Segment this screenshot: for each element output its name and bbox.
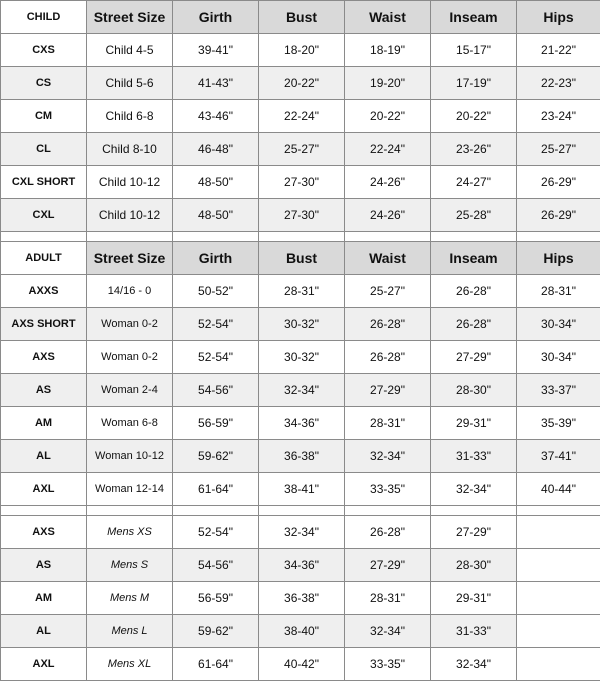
mens-cell-girth: 52-54"	[173, 515, 259, 548]
adult-cell-inseam: 32-34"	[431, 472, 517, 505]
mens-cell-waist: 28-31"	[345, 581, 431, 614]
child-cell-girth: 48-50"	[173, 198, 259, 231]
adult-cell-hips: 35-39"	[517, 406, 600, 439]
adult-cell-girth: 56-59"	[173, 406, 259, 439]
mens-cell-waist: 33-35"	[345, 647, 431, 680]
child-cell-inseam: 23-26"	[431, 132, 517, 165]
adult-cell-bust: 38-41"	[259, 472, 345, 505]
adult-header-row	[1, 242, 600, 275]
child-cell-inseam: 20-22"	[431, 99, 517, 132]
child-cell-street-size: Child 5-6	[87, 66, 173, 99]
child-cell-waist: 24-26"	[345, 198, 431, 231]
header-street-size: Street Size	[87, 242, 173, 275]
adult-cell-inseam: 29-31"	[431, 406, 517, 439]
adult-cell-waist: 32-34"	[345, 439, 431, 472]
adult-cell-waist: 26-28"	[345, 307, 431, 340]
header-waist: Waist	[345, 1, 431, 34]
adult-cell-street-size: 14/16 - 0	[87, 274, 173, 307]
mens-cell-street-size: Mens XL	[87, 647, 173, 680]
header-girth: Girth	[173, 1, 259, 34]
mens-cell-bust: 34-36"	[259, 548, 345, 581]
adult-cell-girth: 61-64"	[173, 472, 259, 505]
mens-cell-girth: 61-64"	[173, 647, 259, 680]
child-table-row	[1, 66, 600, 99]
adult-cell-size: AM	[1, 406, 87, 439]
mens-cell-inseam: 27-29"	[431, 515, 517, 548]
adult-cell-street-size: Woman 12-14	[87, 472, 173, 505]
child-cell-girth: 41-43"	[173, 66, 259, 99]
child-cell-waist: 22-24"	[345, 132, 431, 165]
header-inseam: Inseam	[431, 1, 517, 34]
child-cell-street-size: Child 8-10	[87, 132, 173, 165]
mens-cell-size: AM	[1, 581, 87, 614]
child-cell-size: CL	[1, 132, 87, 165]
header-inseam: Inseam	[431, 242, 517, 275]
mens-cell-bust: 38-40"	[259, 614, 345, 647]
child-cell-bust: 25-27"	[259, 132, 345, 165]
size-chart-body	[1, 1, 600, 681]
mens-cell-bust: 32-34"	[259, 515, 345, 548]
child-cell-size: CXL	[1, 198, 87, 231]
mens-cell-size: AXL	[1, 647, 87, 680]
child-cell-inseam: 15-17"	[431, 33, 517, 66]
adult-cell-girth: 59-62"	[173, 439, 259, 472]
child-table-row	[1, 198, 600, 231]
adult-cell-girth: 54-56"	[173, 373, 259, 406]
header-hips: Hips	[517, 1, 600, 34]
mens-cell-bust: 36-38"	[259, 581, 345, 614]
mens-cell-inseam: 28-30"	[431, 548, 517, 581]
header-waist: Waist	[345, 242, 431, 275]
adult-cell-girth: 52-54"	[173, 340, 259, 373]
mens-cell-waist: 26-28"	[345, 515, 431, 548]
mens-cell-street-size: Mens XS	[87, 515, 173, 548]
mens-table-row	[1, 647, 600, 680]
mens-cell-street-size: Mens L	[87, 614, 173, 647]
child-cell-inseam: 25-28"	[431, 198, 517, 231]
adult-cell-girth: 50-52"	[173, 274, 259, 307]
adult-cell-street-size: Woman 6-8	[87, 406, 173, 439]
mens-cell-size: AS	[1, 548, 87, 581]
mens-table-row	[1, 614, 600, 647]
child-cell-street-size: Child 4-5	[87, 33, 173, 66]
mens-cell-street-size: Mens M	[87, 581, 173, 614]
child-cell-waist: 18-19"	[345, 33, 431, 66]
mens-cell-hips	[517, 581, 600, 614]
adult-cell-size: AXS	[1, 340, 87, 373]
mens-cell-size: AXS	[1, 515, 87, 548]
adult-cell-waist: 33-35"	[345, 472, 431, 505]
child-cell-size: CS	[1, 66, 87, 99]
child-cell-hips: 26-29"	[517, 165, 600, 198]
mens-cell-waist: 32-34"	[345, 614, 431, 647]
adult-cell-size: AXL	[1, 472, 87, 505]
adult-cell-size: AXXS	[1, 274, 87, 307]
adult-cell-bust: 30-32"	[259, 340, 345, 373]
adult-cell-inseam: 27-29"	[431, 340, 517, 373]
child-cell-waist: 19-20"	[345, 66, 431, 99]
mens-cell-bust: 40-42"	[259, 647, 345, 680]
spacer-row	[1, 231, 600, 241]
mens-cell-girth: 56-59"	[173, 581, 259, 614]
child-cell-inseam: 24-27"	[431, 165, 517, 198]
adult-section-label: ADULT	[1, 242, 87, 275]
child-table-row	[1, 165, 600, 198]
child-cell-waist: 20-22"	[345, 99, 431, 132]
adult-table-row	[1, 439, 600, 472]
child-cell-bust: 27-30"	[259, 165, 345, 198]
adult-table-row	[1, 307, 600, 340]
adult-cell-street-size: Woman 0-2	[87, 340, 173, 373]
mens-cell-girth: 59-62"	[173, 614, 259, 647]
child-cell-size: CM	[1, 99, 87, 132]
adult-cell-inseam: 31-33"	[431, 439, 517, 472]
adult-cell-waist: 26-28"	[345, 340, 431, 373]
adult-cell-inseam: 26-28"	[431, 274, 517, 307]
child-table-row	[1, 33, 600, 66]
mens-cell-size: AL	[1, 614, 87, 647]
adult-cell-hips: 33-37"	[517, 373, 600, 406]
adult-cell-inseam: 28-30"	[431, 373, 517, 406]
adult-cell-girth: 52-54"	[173, 307, 259, 340]
child-section-label: CHILD	[1, 1, 87, 34]
mens-cell-hips	[517, 548, 600, 581]
mens-cell-girth: 54-56"	[173, 548, 259, 581]
mens-table-row	[1, 515, 600, 548]
header-bust: Bust	[259, 242, 345, 275]
child-cell-girth: 39-41"	[173, 33, 259, 66]
adult-table-row	[1, 340, 600, 373]
child-cell-size: CXS	[1, 33, 87, 66]
adult-cell-waist: 27-29"	[345, 373, 431, 406]
child-cell-girth: 46-48"	[173, 132, 259, 165]
mens-cell-inseam: 32-34"	[431, 647, 517, 680]
child-cell-bust: 20-22"	[259, 66, 345, 99]
child-table-row	[1, 132, 600, 165]
mens-cell-inseam: 31-33"	[431, 614, 517, 647]
child-cell-bust: 18-20"	[259, 33, 345, 66]
child-cell-street-size: Child 10-12	[87, 198, 173, 231]
adult-cell-bust: 32-34"	[259, 373, 345, 406]
spacer-row	[1, 505, 600, 515]
adult-cell-hips: 28-31"	[517, 274, 600, 307]
adult-cell-inseam: 26-28"	[431, 307, 517, 340]
mens-cell-inseam: 29-31"	[431, 581, 517, 614]
adult-cell-size: AL	[1, 439, 87, 472]
child-header-row	[1, 1, 600, 34]
adult-cell-hips: 37-41"	[517, 439, 600, 472]
adult-cell-bust: 34-36"	[259, 406, 345, 439]
child-cell-street-size: Child 10-12	[87, 165, 173, 198]
adult-cell-bust: 30-32"	[259, 307, 345, 340]
adult-cell-bust: 36-38"	[259, 439, 345, 472]
mens-cell-hips	[517, 647, 600, 680]
adult-cell-hips: 30-34"	[517, 307, 600, 340]
mens-cell-street-size: Mens S	[87, 548, 173, 581]
adult-cell-hips: 40-44"	[517, 472, 600, 505]
adult-table-row	[1, 472, 600, 505]
child-cell-size: CXL SHORT	[1, 165, 87, 198]
adult-cell-size: AXS SHORT	[1, 307, 87, 340]
adult-cell-street-size: Woman 0-2	[87, 307, 173, 340]
adult-table-row	[1, 406, 600, 439]
header-hips: Hips	[517, 242, 600, 275]
child-table-row	[1, 99, 600, 132]
mens-cell-hips	[517, 614, 600, 647]
child-cell-waist: 24-26"	[345, 165, 431, 198]
mens-cell-waist: 27-29"	[345, 548, 431, 581]
child-cell-girth: 43-46"	[173, 99, 259, 132]
adult-cell-bust: 28-31"	[259, 274, 345, 307]
child-cell-hips: 21-22"	[517, 33, 600, 66]
adult-cell-hips: 30-34"	[517, 340, 600, 373]
mens-table-row	[1, 548, 600, 581]
child-cell-bust: 27-30"	[259, 198, 345, 231]
mens-cell-hips	[517, 515, 600, 548]
adult-cell-waist: 25-27"	[345, 274, 431, 307]
child-cell-hips: 23-24"	[517, 99, 600, 132]
child-cell-hips: 26-29"	[517, 198, 600, 231]
header-bust: Bust	[259, 1, 345, 34]
adult-cell-street-size: Woman 10-12	[87, 439, 173, 472]
adult-table-row	[1, 274, 600, 307]
header-girth: Girth	[173, 242, 259, 275]
mens-table-row	[1, 581, 600, 614]
child-cell-inseam: 17-19"	[431, 66, 517, 99]
child-cell-girth: 48-50"	[173, 165, 259, 198]
adult-cell-waist: 28-31"	[345, 406, 431, 439]
adult-cell-street-size: Woman 2-4	[87, 373, 173, 406]
child-cell-hips: 22-23"	[517, 66, 600, 99]
header-street-size: Street Size	[87, 1, 173, 34]
adult-cell-size: AS	[1, 373, 87, 406]
child-cell-hips: 25-27"	[517, 132, 600, 165]
child-cell-street-size: Child 6-8	[87, 99, 173, 132]
adult-table-row	[1, 373, 600, 406]
child-cell-bust: 22-24"	[259, 99, 345, 132]
